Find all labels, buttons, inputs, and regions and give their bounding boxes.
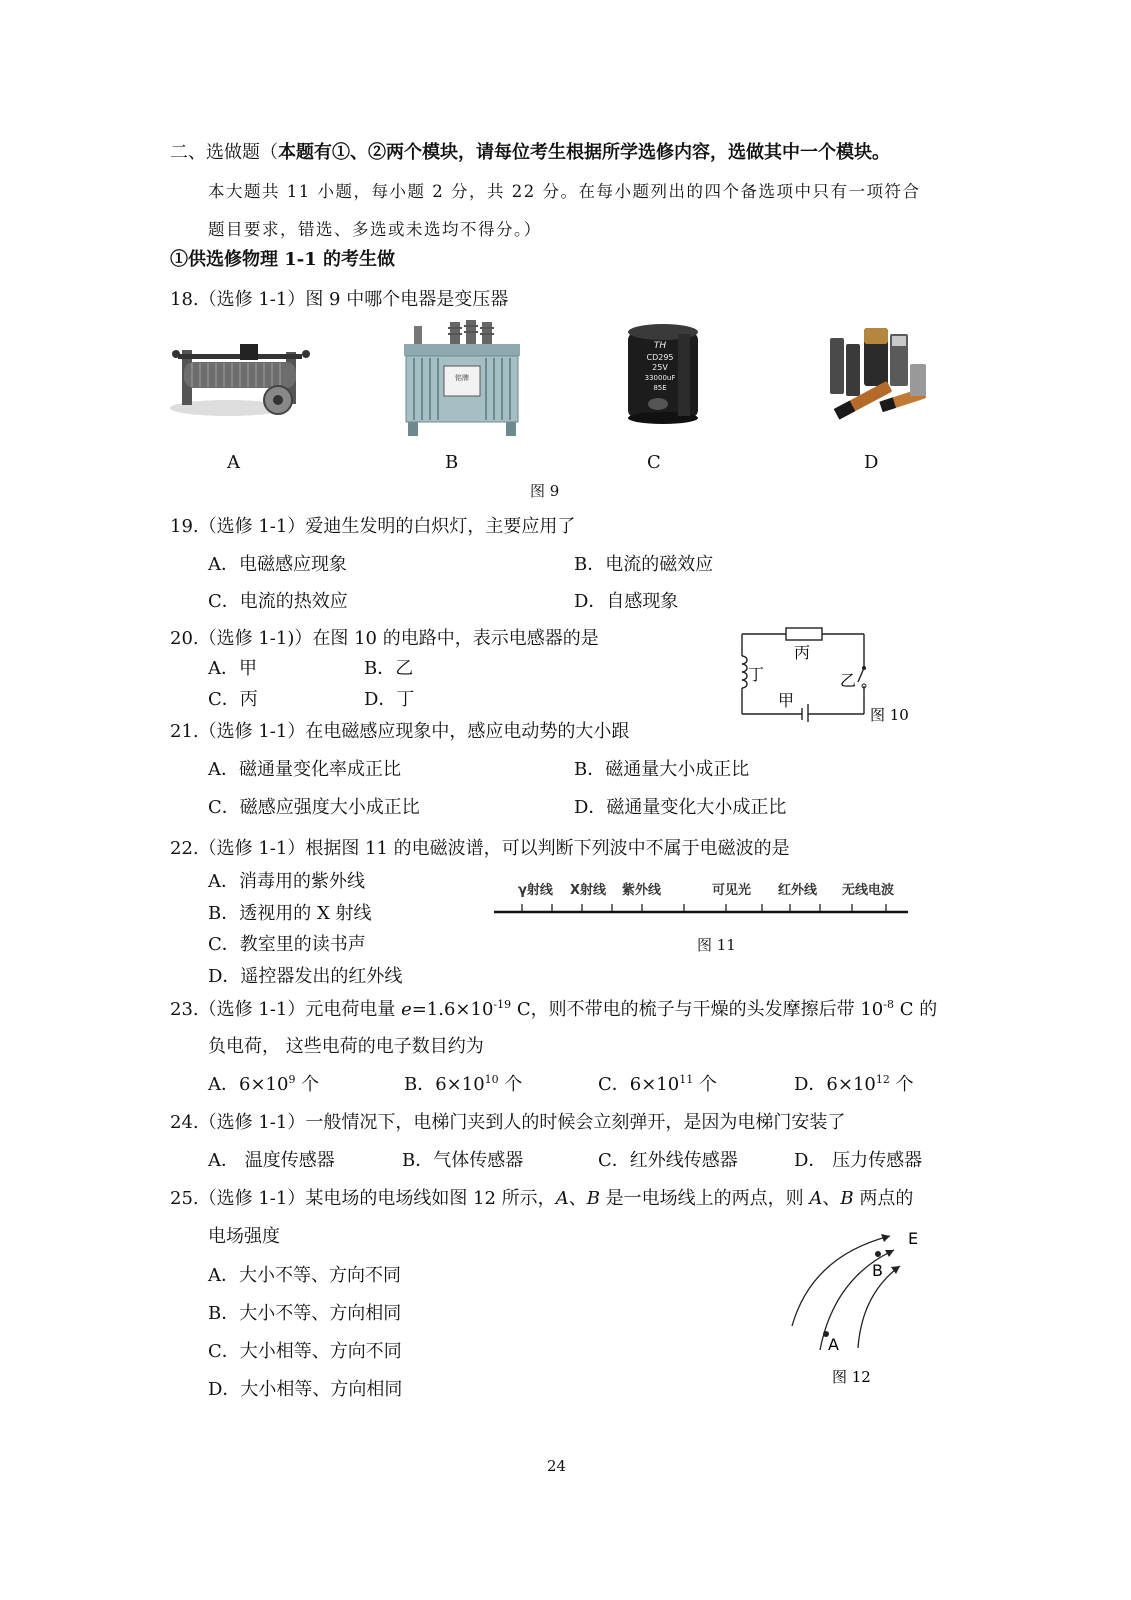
q22-option-c: C．教室里的读书声 [208,934,366,955]
page-number: 24 [547,1457,567,1475]
fig9-caption: 图 9 [530,482,560,500]
section-title-prefix: 二、选做题（ [170,142,278,163]
batteries-image [824,324,930,416]
q23-stem [170,998,937,1022]
q23-stem-part3: C，则不带电的梳子与干燥的头发摩擦后带 10 [511,999,884,1020]
q23-exponent-2: -8 [883,998,894,1011]
q18-stem: 18.（选修 1-1）图 9 中哪个电器是变压器 [170,289,509,310]
q18-label-d: D [864,452,879,473]
q25-point-b: B [586,1188,600,1209]
label-b: B [872,1261,883,1280]
q23-option-c: C．$6\times 10^{11}$ 个 [598,1073,717,1095]
label-bing: 丙 [794,643,811,662]
q25-option-d: D．大小相等、方向相同 [208,1379,403,1400]
q18-label-c: C [647,452,661,473]
section-note-1: 本大题共 11 小题，每小题 2 分，共 22 分。在每小题列出的四个备选项中只有一项符合 [208,182,921,201]
q22-option-d: D．遥控器发出的红外线 [208,966,403,987]
capacitor-voltage: 25V [652,363,668,372]
spectrum-diagram [494,878,912,918]
q24-option-d: D． 压力传感器 [794,1150,923,1171]
q20-option-c: C．丙 [208,689,258,710]
q23-stem-line2: 负电荷， 这些电荷的电子数目约为 [208,1036,484,1057]
module-heading: ①供选修物理 1-1 的考生做 [170,249,396,270]
q18-label-b: B [445,452,459,473]
label-ding: 丁 [748,665,765,684]
q20-option-a: A．甲 [208,658,257,679]
label-a: A [828,1335,839,1354]
capacitor-model: CD295 [646,353,674,362]
q20-option-b: B．乙 [364,658,414,679]
fig11-caption: 图 11 [697,936,736,954]
q20-stem: 20.（选修 1-1)）在图 10 的电路中，表示电感器的是 [170,628,599,649]
q23-option-a: A．$6\times 10^9$ 个 [208,1073,320,1095]
fig12-caption: 图 12 [832,1368,871,1386]
label-jia: 甲 [778,691,795,710]
q20-option-d: D．丁 [364,689,415,710]
q22-option-a: A．消毒用的紫外线 [208,871,365,892]
label-yi: 乙 [840,671,857,690]
q25-stem-line2: 电场强度 [208,1226,280,1247]
circuit-diagram [730,622,910,726]
q21-option-a: A．磁通量变化率成正比 [208,759,401,780]
q21-option-b: B．磁通量大小成正比 [574,759,750,780]
q25-stem: 25.（选修 1-1）某电场的电场线如图 12 所示，A、B 是一电场线上的两点，则 A、B 两点的 [170,1188,914,1209]
q23-option-d: D．$6\times 10^{12}$ 个 [794,1073,914,1095]
q19-option-a: A．电磁感应现象 [208,554,347,575]
label-e: E [908,1229,919,1248]
q22-option-b: B．透视用的 X 射线 [208,903,372,924]
transformer-nameplate: 铭牌 [455,374,469,382]
q24-option-b: B．气体传感器 [402,1150,524,1171]
capacitor-temp: 85E [653,384,667,392]
spectrum-visible: 可见光 [712,883,752,898]
q21-option-c: C．磁感应强度大小成正比 [208,797,420,818]
spectrum-xray: X射线 [570,883,607,898]
spectrum-gamma: γ射线 [518,883,553,898]
q25-option-a: A．大小不等、方向不同 [208,1265,401,1286]
section-note-2: 题目要求，错选、多选或未选均不得分。） [208,220,542,239]
q19-stem: 19.（选修 1-1）爱迪生发明的白炽灯，主要应用了 [170,516,576,537]
section-title-bold: 本题有①、②两个模块，请每位考生根据所学选修内容，选做其中一个模块。 [278,142,890,163]
q25-option-b: B．大小不等、方向相同 [208,1303,402,1324]
q19-option-c: C．电流的热效应 [208,591,348,612]
transformer-image [400,318,524,438]
q25-option-c: C．大小相等、方向不同 [208,1341,402,1362]
q23-option-b: B．$6\times 10^{10}$ 个 [404,1073,523,1095]
rheostat-image [168,330,310,426]
q23-stem-part2: =1.6×10 [411,999,494,1020]
q24-option-c: C．红外线传感器 [598,1150,738,1171]
q18-label-a: A [227,452,240,473]
spectrum-radio: 无线电波 [842,883,895,898]
q19-option-d: D．自感现象 [574,591,679,612]
q19-option-b: B．电流的磁效应 [574,554,714,575]
spectrum-uv: 紫外线 [622,883,662,898]
capacitor-image [624,322,702,426]
spectrum-infrared: 红外线 [778,883,818,898]
q24-stem: 24.（选修 1-1）一般情况下，电梯门夹到人的时候会立刻弹开，是因为电梯门安装了 [170,1112,846,1133]
q21-stem: 21.（选修 1-1）在电磁感应现象中，感应电动势的大小跟 [170,721,630,742]
q23-stem-part4: C 的 [893,999,938,1020]
q25-stem-part1: 25.（选修 1-1）某电场的电场线如图 12 所示， [170,1188,556,1209]
capacitor-capacity: 33000uF [644,374,676,382]
field-lines-diagram [786,1222,926,1392]
capacitor-brand: TH [653,341,667,351]
q25-point-a: A [555,1188,569,1209]
q22-stem: 22.（选修 1-1）根据图 11 的电磁波谱，可以判断下列波中不属于电磁波的是 [170,838,790,859]
section-title [170,141,890,165]
q23-stem-part1: 23.（选修 1-1）元电荷电量 [170,999,402,1020]
q21-option-d: D．磁通量变化大小成正比 [574,797,787,818]
q23-symbol-e: e [401,999,412,1020]
q24-option-a: A． 温度传感器 [208,1150,335,1171]
fig10-caption: 图 10 [870,706,909,724]
q23-exponent-1: -19 [493,998,512,1011]
